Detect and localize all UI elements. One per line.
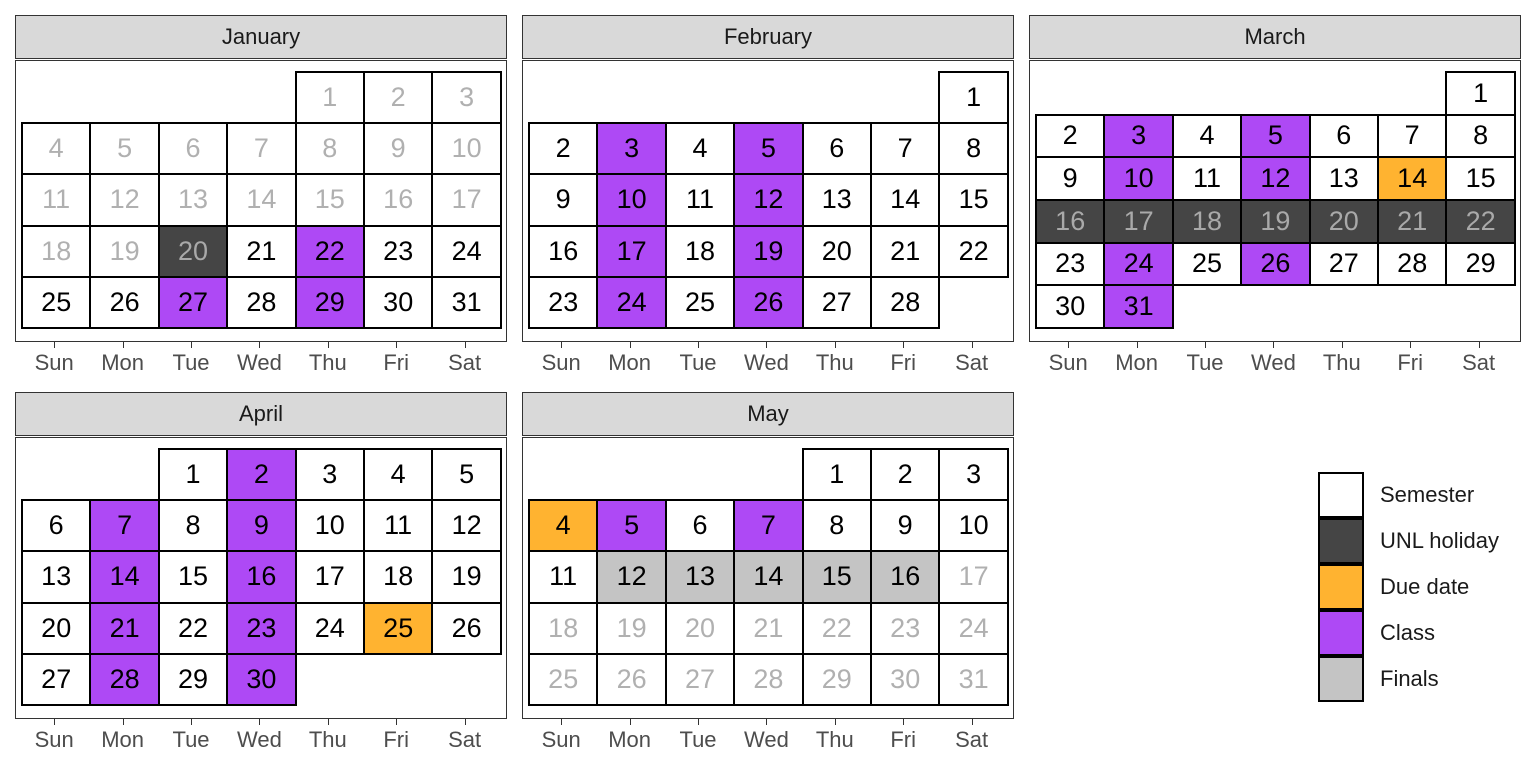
axis-label-january-sun: Sun — [34, 350, 74, 375]
day-cell-april-3: 3 — [295, 448, 365, 501]
day-cell-february-3: 3 — [596, 122, 666, 175]
day-cell-march-23: 23 — [1035, 242, 1105, 287]
day-cell-march-24: 24 — [1103, 242, 1173, 287]
day-cell-may-27: 27 — [665, 653, 735, 706]
day-cell-march-12: 12 — [1240, 156, 1310, 201]
month-title-january: January — [15, 15, 507, 59]
axis-label-may-wed: Wed — [743, 727, 789, 752]
day-cell-april-1: 1 — [158, 448, 228, 501]
day-cell-march-27: 27 — [1309, 242, 1379, 287]
axis-label-february-wed: Wed — [743, 350, 789, 375]
axis-label-february-fri: Fri — [890, 350, 917, 375]
axis-label-march-mon: Mon — [1115, 350, 1158, 375]
day-cell-march-9: 9 — [1035, 156, 1105, 201]
day-cell-may-20: 20 — [665, 602, 735, 655]
day-cell-january-29: 29 — [295, 276, 365, 329]
day-cell-may-6: 6 — [665, 499, 735, 552]
day-cell-may-10: 10 — [938, 499, 1008, 552]
day-cell-march-18: 18 — [1172, 199, 1242, 244]
legend-label-semester: Semester — [1380, 482, 1475, 507]
day-cell-may-3: 3 — [938, 448, 1008, 501]
day-cell-may-21: 21 — [733, 602, 803, 655]
day-cell-may-7: 7 — [733, 499, 803, 552]
day-cell-april-23: 23 — [226, 602, 296, 655]
axis-tick-april-sun — [54, 719, 55, 725]
day-cell-march-3: 3 — [1103, 114, 1173, 159]
axis-tick-april-wed — [259, 719, 260, 725]
day-cell-march-30: 30 — [1035, 284, 1105, 329]
day-cell-february-10: 10 — [596, 173, 666, 226]
axis-label-march-sat: Sat — [1462, 350, 1496, 375]
day-cell-april-8: 8 — [158, 499, 228, 552]
axis-label-april-mon: Mon — [101, 727, 144, 752]
day-cell-february-21: 21 — [870, 225, 940, 278]
day-cell-january-9: 9 — [363, 122, 433, 175]
day-cell-may-30: 30 — [870, 653, 940, 706]
day-cell-april-28: 28 — [89, 653, 159, 706]
axis-tick-february-wed — [766, 342, 767, 348]
legend-label-finals: Finals — [1380, 666, 1439, 691]
day-cell-april-24: 24 — [295, 602, 365, 655]
day-cell-april-19: 19 — [431, 550, 501, 603]
month-title-march: March — [1029, 15, 1521, 59]
day-cell-april-15: 15 — [158, 550, 228, 603]
day-cell-may-5: 5 — [596, 499, 666, 552]
day-cell-january-4: 4 — [21, 122, 91, 175]
axis-tick-february-thu — [835, 342, 836, 348]
day-cell-may-11: 11 — [528, 550, 598, 603]
day-cell-april-18: 18 — [363, 550, 433, 603]
axis-label-april-sat: Sat — [448, 727, 482, 752]
day-cell-january-25: 25 — [21, 276, 91, 329]
day-cell-may-19: 19 — [596, 602, 666, 655]
day-cell-april-29: 29 — [158, 653, 228, 706]
day-cell-april-20: 20 — [21, 602, 91, 655]
day-cell-april-2: 2 — [226, 448, 296, 501]
axis-tick-april-fri — [396, 719, 397, 725]
axis-label-may-mon: Mon — [608, 727, 651, 752]
day-cell-march-6: 6 — [1309, 114, 1379, 159]
axis-tick-march-sat — [1479, 342, 1480, 348]
axis-label-january-tue: Tue — [172, 350, 210, 375]
day-cell-may-23: 23 — [870, 602, 940, 655]
axis-tick-january-fri — [396, 342, 397, 348]
day-cell-april-7: 7 — [89, 499, 159, 552]
month-grid-march — [1029, 60, 1521, 342]
axis-label-january-mon: Mon — [101, 350, 144, 375]
day-cell-february-5: 5 — [733, 122, 803, 175]
legend-label-class: Class — [1380, 620, 1436, 645]
legend-key-finals — [1318, 656, 1364, 702]
day-cell-may-26: 26 — [596, 653, 666, 706]
day-cell-march-13: 13 — [1309, 156, 1379, 201]
legend-key-due-date — [1318, 564, 1364, 610]
month-panel-march — [1029, 15, 1521, 375]
axis-tick-february-sat — [972, 342, 973, 348]
axis-label-february-thu: Thu — [815, 350, 854, 375]
month-panel-april — [15, 392, 507, 752]
day-cell-january-2: 2 — [363, 71, 433, 124]
month-panel-may — [522, 392, 1014, 752]
legend-label-unl-holiday: UNL holiday — [1380, 528, 1500, 553]
day-cell-february-24: 24 — [596, 276, 666, 329]
axis-tick-april-sat — [465, 719, 466, 725]
day-cell-april-12: 12 — [431, 499, 501, 552]
axis-label-may-sat: Sat — [955, 727, 989, 752]
day-cell-may-8: 8 — [802, 499, 872, 552]
day-cell-january-18: 18 — [21, 225, 91, 278]
day-cell-march-8: 8 — [1445, 114, 1515, 159]
day-cell-february-18: 18 — [665, 225, 735, 278]
axis-tick-april-tue — [191, 719, 192, 725]
axis-label-march-wed: Wed — [1250, 350, 1296, 375]
axis-tick-may-tue — [698, 719, 699, 725]
month-grid-may — [522, 437, 1014, 719]
day-cell-may-28: 28 — [733, 653, 803, 706]
day-cell-february-1: 1 — [938, 71, 1008, 124]
day-cell-may-12: 12 — [596, 550, 666, 603]
day-cell-march-21: 21 — [1377, 199, 1447, 244]
day-cell-january-7: 7 — [226, 122, 296, 175]
day-cell-march-26: 26 — [1240, 242, 1310, 287]
day-cell-february-13: 13 — [802, 173, 872, 226]
day-cell-april-9: 9 — [226, 499, 296, 552]
day-cell-may-4: 4 — [528, 499, 598, 552]
day-cell-march-10: 10 — [1103, 156, 1173, 201]
day-cell-march-28: 28 — [1377, 242, 1447, 287]
axis-tick-march-wed — [1273, 342, 1274, 348]
day-cell-may-16: 16 — [870, 550, 940, 603]
day-cell-march-1: 1 — [1445, 71, 1515, 116]
day-cell-february-2: 2 — [528, 122, 598, 175]
axis-tick-march-mon — [1137, 342, 1138, 348]
month-panel-january — [15, 15, 507, 375]
day-cell-may-13: 13 — [665, 550, 735, 603]
axis-label-april-thu: Thu — [308, 727, 347, 752]
day-cell-march-20: 20 — [1309, 199, 1379, 244]
day-cell-may-22: 22 — [802, 602, 872, 655]
day-cell-april-22: 22 — [158, 602, 228, 655]
day-cell-march-25: 25 — [1172, 242, 1242, 287]
day-cell-may-31: 31 — [938, 653, 1008, 706]
axis-tick-february-tue — [698, 342, 699, 348]
axis-label-february-sat: Sat — [955, 350, 989, 375]
axis-tick-march-sun — [1068, 342, 1069, 348]
day-cell-may-2: 2 — [870, 448, 940, 501]
day-cell-january-3: 3 — [431, 71, 501, 124]
day-cell-may-9: 9 — [870, 499, 940, 552]
day-cell-january-27: 27 — [158, 276, 228, 329]
axis-label-march-tue: Tue — [1186, 350, 1224, 375]
axis-label-january-thu: Thu — [308, 350, 347, 375]
axis-tick-january-wed — [259, 342, 260, 348]
day-cell-january-1: 1 — [295, 71, 365, 124]
day-cell-february-12: 12 — [733, 173, 803, 226]
day-cell-february-28: 28 — [870, 276, 940, 329]
axis-label-february-mon: Mon — [608, 350, 651, 375]
day-cell-january-12: 12 — [89, 173, 159, 226]
day-cell-april-6: 6 — [21, 499, 91, 552]
day-cell-march-31: 31 — [1103, 284, 1173, 329]
day-cell-february-8: 8 — [938, 122, 1008, 175]
month-grid-february — [522, 60, 1014, 342]
day-cell-april-10: 10 — [295, 499, 365, 552]
axis-label-april-sun: Sun — [34, 727, 74, 752]
day-cell-march-22: 22 — [1445, 199, 1515, 244]
day-cell-february-14: 14 — [870, 173, 940, 226]
day-cell-march-16: 16 — [1035, 199, 1105, 244]
day-cell-january-26: 26 — [89, 276, 159, 329]
day-cell-april-30: 30 — [226, 653, 296, 706]
day-cell-january-24: 24 — [431, 225, 501, 278]
day-cell-january-15: 15 — [295, 173, 365, 226]
legend-key-class — [1318, 610, 1364, 656]
day-cell-february-9: 9 — [528, 173, 598, 226]
axis-label-january-wed: Wed — [236, 350, 282, 375]
month-title-may: May — [522, 392, 1014, 436]
axis-tick-march-tue — [1205, 342, 1206, 348]
axis-tick-february-fri — [903, 342, 904, 348]
day-cell-february-27: 27 — [802, 276, 872, 329]
axis-label-may-tue: Tue — [679, 727, 717, 752]
axis-tick-may-sat — [972, 719, 973, 725]
day-cell-march-17: 17 — [1103, 199, 1173, 244]
axis-label-may-sun: Sun — [541, 727, 581, 752]
day-cell-april-14: 14 — [89, 550, 159, 603]
day-cell-february-17: 17 — [596, 225, 666, 278]
day-cell-april-21: 21 — [89, 602, 159, 655]
day-cell-may-17: 17 — [938, 550, 1008, 603]
axis-tick-january-tue — [191, 342, 192, 348]
day-cell-april-27: 27 — [21, 653, 91, 706]
axis-tick-may-thu — [835, 719, 836, 725]
day-cell-february-16: 16 — [528, 225, 598, 278]
day-cell-january-14: 14 — [226, 173, 296, 226]
day-cell-march-14: 14 — [1377, 156, 1447, 201]
day-cell-january-31: 31 — [431, 276, 501, 329]
day-cell-may-24: 24 — [938, 602, 1008, 655]
axis-tick-april-mon — [123, 719, 124, 725]
axis-label-april-wed: Wed — [236, 727, 282, 752]
axis-label-may-fri: Fri — [890, 727, 917, 752]
axis-tick-january-sat — [465, 342, 466, 348]
day-cell-january-28: 28 — [226, 276, 296, 329]
month-title-february: February — [522, 15, 1014, 59]
day-cell-february-23: 23 — [528, 276, 598, 329]
day-cell-january-20: 20 — [158, 225, 228, 278]
day-cell-february-19: 19 — [733, 225, 803, 278]
axis-tick-may-sun — [561, 719, 562, 725]
legend-key-semester — [1318, 472, 1364, 518]
day-cell-january-8: 8 — [295, 122, 365, 175]
axis-label-april-fri: Fri — [383, 727, 410, 752]
axis-tick-january-sun — [54, 342, 55, 348]
day-cell-march-29: 29 — [1445, 242, 1515, 287]
day-cell-may-18: 18 — [528, 602, 598, 655]
day-cell-april-17: 17 — [295, 550, 365, 603]
day-cell-february-22: 22 — [938, 225, 1008, 278]
axis-label-may-thu: Thu — [815, 727, 854, 752]
day-cell-january-21: 21 — [226, 225, 296, 278]
axis-tick-january-thu — [328, 342, 329, 348]
legend-label-due-date: Due date — [1380, 574, 1470, 599]
day-cell-january-6: 6 — [158, 122, 228, 175]
day-cell-february-26: 26 — [733, 276, 803, 329]
day-cell-january-10: 10 — [431, 122, 501, 175]
day-cell-april-25: 25 — [363, 602, 433, 655]
day-cell-may-15: 15 — [802, 550, 872, 603]
day-cell-january-30: 30 — [363, 276, 433, 329]
day-cell-february-11: 11 — [665, 173, 735, 226]
axis-tick-may-mon — [630, 719, 631, 725]
axis-label-march-fri: Fri — [1397, 350, 1424, 375]
axis-label-march-thu: Thu — [1322, 350, 1361, 375]
month-grid-january — [15, 60, 507, 342]
day-cell-january-16: 16 — [363, 173, 433, 226]
month-panel-february — [522, 15, 1014, 375]
day-cell-march-5: 5 — [1240, 114, 1310, 159]
day-cell-february-25: 25 — [665, 276, 735, 329]
axis-label-january-sat: Sat — [448, 350, 482, 375]
legend-key-unl-holiday — [1318, 518, 1364, 564]
axis-label-march-sun: Sun — [1048, 350, 1088, 375]
day-cell-april-11: 11 — [363, 499, 433, 552]
day-cell-march-7: 7 — [1377, 114, 1447, 159]
axis-tick-may-wed — [766, 719, 767, 725]
day-cell-january-13: 13 — [158, 173, 228, 226]
day-cell-february-20: 20 — [802, 225, 872, 278]
axis-label-april-tue: Tue — [172, 727, 210, 752]
axis-label-february-sun: Sun — [541, 350, 581, 375]
day-cell-march-2: 2 — [1035, 114, 1105, 159]
day-cell-february-15: 15 — [938, 173, 1008, 226]
day-cell-april-16: 16 — [226, 550, 296, 603]
day-cell-april-26: 26 — [431, 602, 501, 655]
month-title-april: April — [15, 392, 507, 436]
day-cell-may-29: 29 — [802, 653, 872, 706]
month-grid-april — [15, 437, 507, 719]
day-cell-january-22: 22 — [295, 225, 365, 278]
day-cell-january-23: 23 — [363, 225, 433, 278]
day-cell-april-5: 5 — [431, 448, 501, 501]
day-cell-february-7: 7 — [870, 122, 940, 175]
day-cell-april-4: 4 — [363, 448, 433, 501]
axis-tick-january-mon — [123, 342, 124, 348]
axis-tick-march-thu — [1342, 342, 1343, 348]
axis-tick-may-fri — [903, 719, 904, 725]
axis-tick-march-fri — [1410, 342, 1411, 348]
axis-label-february-tue: Tue — [679, 350, 717, 375]
day-cell-march-11: 11 — [1172, 156, 1242, 201]
day-cell-april-13: 13 — [21, 550, 91, 603]
day-cell-march-19: 19 — [1240, 199, 1310, 244]
day-cell-january-5: 5 — [89, 122, 159, 175]
day-cell-january-17: 17 — [431, 173, 501, 226]
day-cell-may-25: 25 — [528, 653, 598, 706]
axis-tick-february-sun — [561, 342, 562, 348]
axis-tick-february-mon — [630, 342, 631, 348]
day-cell-may-1: 1 — [802, 448, 872, 501]
day-cell-march-4: 4 — [1172, 114, 1242, 159]
day-cell-february-4: 4 — [665, 122, 735, 175]
day-cell-march-15: 15 — [1445, 156, 1515, 201]
day-cell-february-6: 6 — [802, 122, 872, 175]
day-cell-may-14: 14 — [733, 550, 803, 603]
day-cell-january-11: 11 — [21, 173, 91, 226]
axis-tick-april-thu — [328, 719, 329, 725]
axis-label-january-fri: Fri — [383, 350, 410, 375]
day-cell-january-19: 19 — [89, 225, 159, 278]
